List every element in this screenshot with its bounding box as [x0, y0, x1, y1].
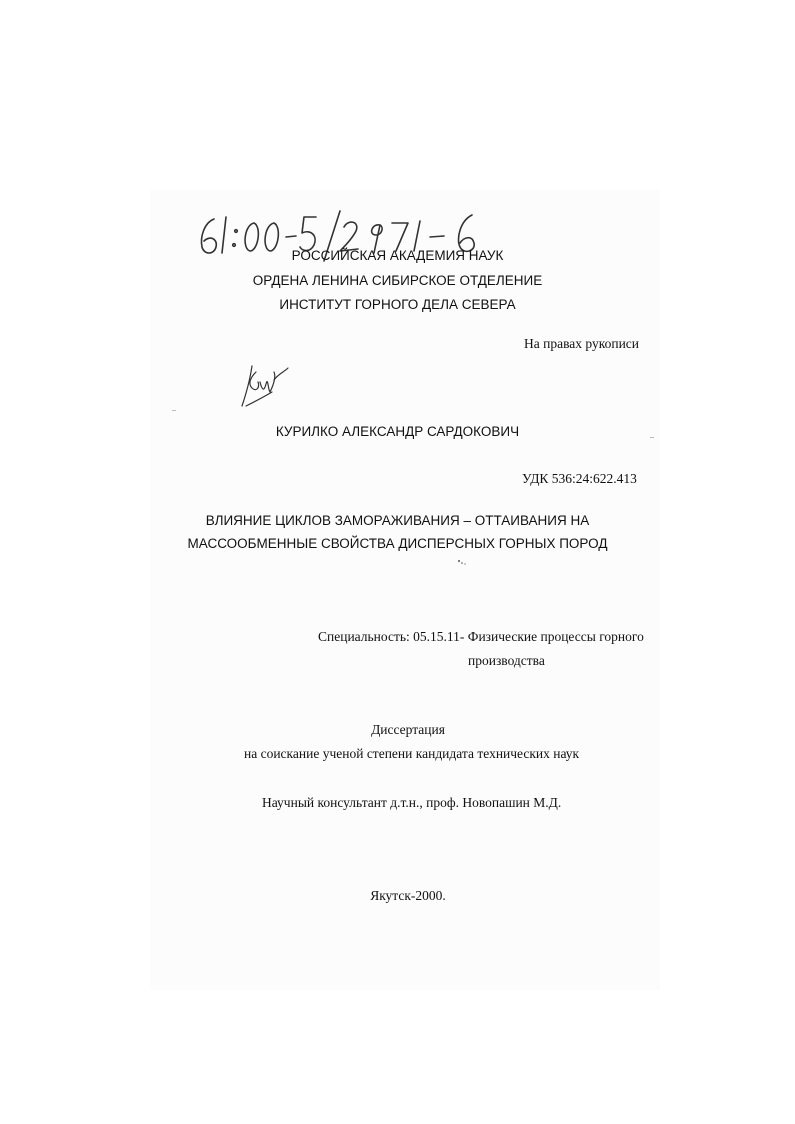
ink-smudge [450, 556, 474, 570]
title-line-1: ВЛИЯНИЕ ЦИКЛОВ ЗАМОРАЖИВАНИЯ – ОТТАИВАНИЯ НА [205, 513, 590, 528]
degree-line: на соискание ученой степени кандидата технических наук [244, 746, 580, 761]
place-year: Якутск-2000. [370, 888, 446, 903]
author-signature [238, 362, 298, 412]
org-line-division: ОРДЕНА ЛЕНИНА СИБИРСКОЕ ОТДЕЛЕНИЕ [252, 273, 543, 288]
scan-mark [172, 410, 176, 411]
title-line-2: МАССООБМЕННЫЕ СВОЙСТВА ДИСПЕРСНЫХ ГОРНЫХ ПОРОД [187, 536, 608, 551]
specialty-line-1: Специальность: 05.15.11- Физические процессы горного [318, 629, 644, 644]
author-name: КУРИЛКО АЛЕКСАНДР САРДОКОВИЧ [275, 424, 520, 439]
specialty-line-2: производства [468, 653, 545, 668]
scan-mark [650, 437, 654, 438]
manuscript-note: На правах рукописи [524, 336, 640, 351]
advisor-line: Научный консультант д.т.н., проф. Новопашин М.Д. [262, 795, 562, 810]
org-line-institute: ИНСТИТУТ ГОРНОГО ДЕЛА СЕВЕРА [279, 297, 516, 312]
work-type: Диссертация [371, 722, 445, 737]
udc-code: УДК 536:24:622.413 [522, 471, 637, 486]
org-line-academy: РОССИЙСКАЯ АКАДЕМИЯ НАУК [291, 248, 504, 263]
